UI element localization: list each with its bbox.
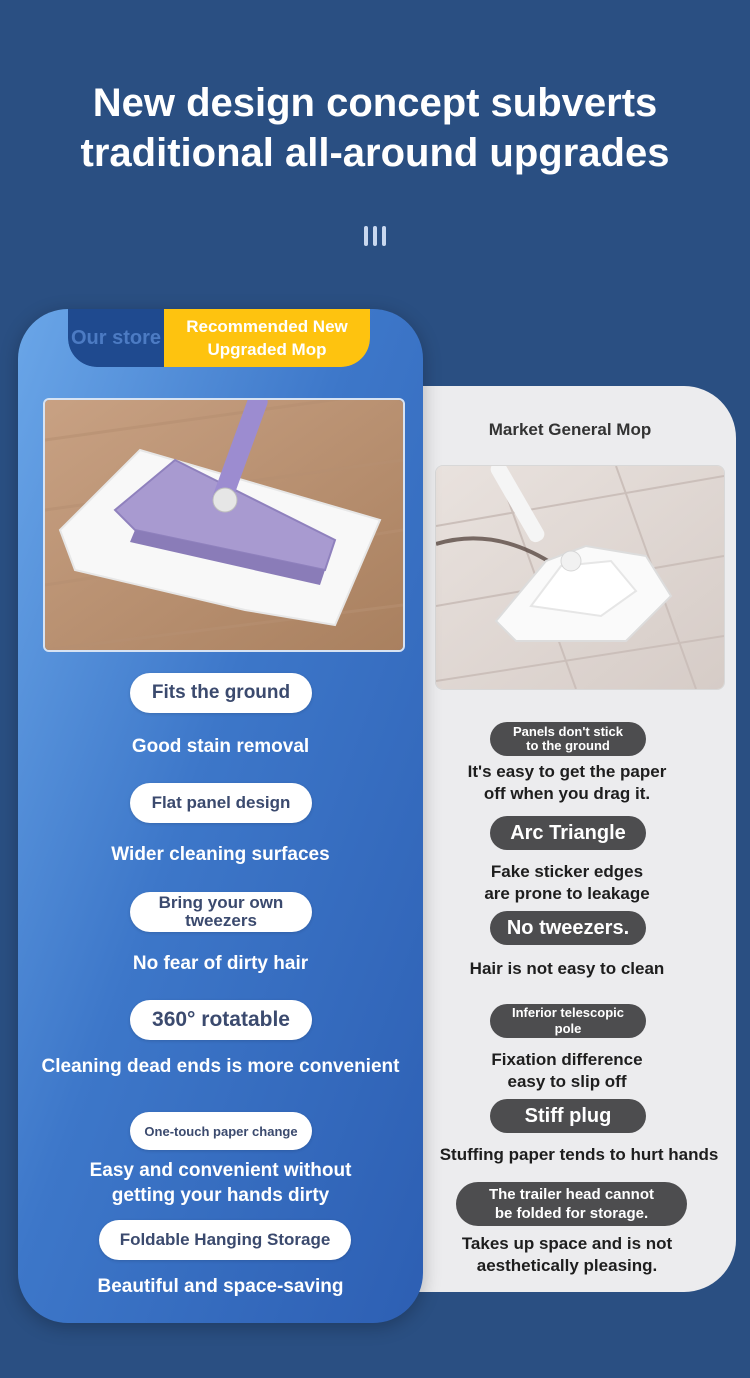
page-title bbox=[0, 78, 750, 178]
desc-fixation bbox=[432, 1049, 702, 1093]
title-line-2: traditional all-around upgrades bbox=[80, 131, 670, 175]
desc-space-line-1: Takes up space and is not bbox=[461, 1234, 673, 1253]
desc-leakage-line-2: are prone to leakage bbox=[484, 884, 650, 903]
desc-hair-clean: Hair is not easy to clean bbox=[469, 959, 665, 978]
desc-dirty-hair: No fear of dirty hair bbox=[132, 953, 309, 974]
desc-leakage bbox=[432, 861, 702, 905]
tag-panels-dont-stick bbox=[490, 722, 646, 756]
market-mop-image bbox=[435, 465, 725, 690]
desc-good-stain-removal: Good stain removal bbox=[131, 736, 310, 757]
title-line-1: New design concept subverts bbox=[92, 81, 658, 125]
tag-arc-triangle: Arc Triangle bbox=[490, 816, 646, 850]
tag-not-foldable bbox=[456, 1182, 687, 1226]
tag-inferior-pole: Inferior telescopic pole bbox=[490, 1004, 646, 1038]
recommended-line-2: Upgraded Mop bbox=[207, 340, 327, 359]
tag-360-rotatable: 360° rotatable bbox=[130, 1000, 312, 1040]
divider-bars-icon bbox=[360, 226, 390, 246]
desc-fixation-line-2: easy to slip off bbox=[507, 1072, 627, 1091]
desc-leakage-line-1: Fake sticker edges bbox=[490, 862, 644, 881]
market-mop-title: Market General Mop bbox=[488, 420, 652, 439]
tag-panels-line-1: Panels don't stick bbox=[512, 724, 623, 739]
desc-fixation-line-1: Fixation difference bbox=[491, 1050, 643, 1069]
tag-flat-panel: Flat panel design bbox=[130, 783, 312, 823]
tag-paper-change: One-touch paper change bbox=[130, 1112, 312, 1150]
desc-paper-line-1: It's easy to get the paper bbox=[467, 762, 667, 781]
desc-hurt-hands: Stuffing paper tends to hurt hands bbox=[439, 1145, 719, 1164]
tag-fold-line-1: The trailer head cannot bbox=[488, 1186, 655, 1203]
tag-foldable-storage: Foldable Hanging Storage bbox=[99, 1220, 351, 1260]
desc-dead-ends: Cleaning dead ends is more convenient bbox=[41, 1056, 400, 1077]
store-tag bbox=[68, 309, 370, 367]
tag-no-tweezers: No tweezers. bbox=[490, 911, 646, 945]
recommended-label bbox=[164, 309, 370, 367]
tag-stiff-plug: Stiff plug bbox=[490, 1099, 646, 1133]
our-store-label: Our store bbox=[68, 309, 164, 367]
desc-easy-convenient bbox=[18, 1158, 423, 1208]
desc-paper-drag bbox=[432, 761, 702, 805]
desc-space-saving: Beautiful and space-saving bbox=[97, 1276, 344, 1297]
tag-tweezers: Bring your own tweezers bbox=[130, 892, 312, 932]
desc-space-line-2: aesthetically pleasing. bbox=[476, 1256, 658, 1275]
desc-easy-line-2: getting your hands dirty bbox=[111, 1185, 330, 1206]
desc-paper-line-2: off when you drag it. bbox=[483, 784, 651, 803]
recommended-line-1: Recommended New bbox=[186, 317, 348, 336]
recommended-mop-image bbox=[43, 398, 405, 652]
desc-wider-surfaces: Wider cleaning surfaces bbox=[111, 844, 330, 865]
tag-fits-ground: Fits the ground bbox=[130, 673, 312, 713]
desc-easy-line-1: Easy and convenient without bbox=[89, 1160, 352, 1181]
tag-panels-line-2: to the ground bbox=[526, 738, 610, 753]
desc-takes-space bbox=[432, 1233, 702, 1277]
tag-fold-line-2: be folded for storage. bbox=[494, 1205, 649, 1222]
